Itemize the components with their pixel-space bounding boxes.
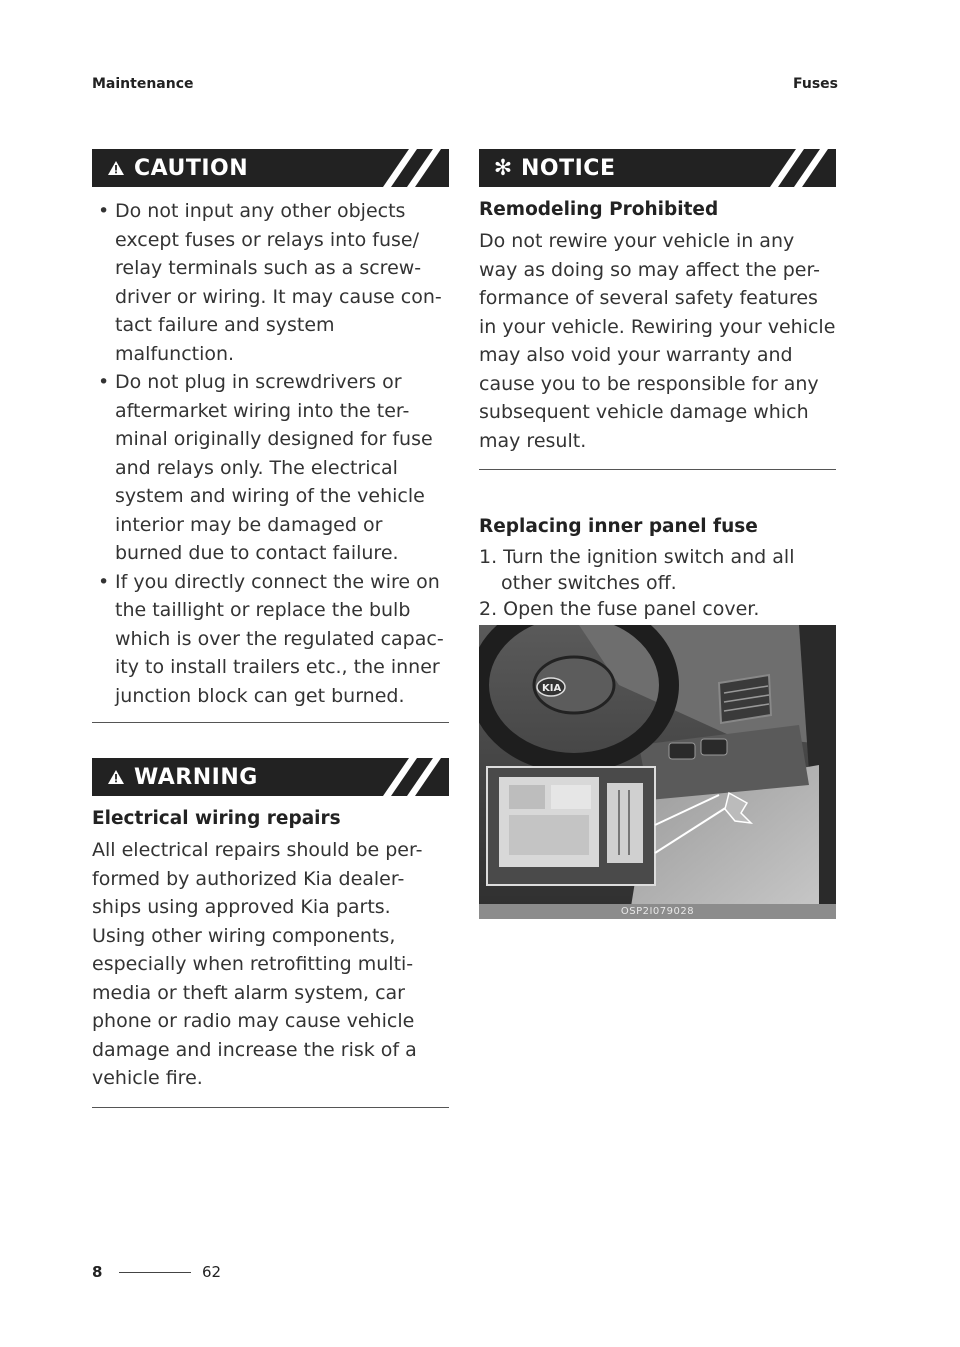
- list-item: 1. Turn the ignition switch and all other switches off.: [479, 546, 795, 594]
- warning-bar: [92, 758, 449, 796]
- fuse-panel-photo: [479, 625, 836, 919]
- caution-title: CAUTION: [134, 155, 249, 181]
- notice-bar: [479, 149, 836, 187]
- slash-decoration-icon: [369, 149, 449, 187]
- list-item: • Do not input any other objects except fuses or relays into fuse/ relay terminals such as a screw-driver or wiring. It may cause con-tact failure and system malfunction.: [98, 200, 442, 365]
- footer-divider: [119, 1272, 191, 1273]
- running-header-left: Maintenance: [92, 76, 194, 92]
- notice-text: Do not rewire your vehicle in any way as doing so may affect the per-formance of several safety features in your vehicle. Rewiring your vehicle may also void your warranty and cause you to be responsible for any subsequent vehicle damage which may result.: [479, 230, 836, 452]
- divider: [92, 1107, 449, 1108]
- warning-text: All electrical repairs should be per-formed by authorized Kia dealer-ships using approved Kia parts. Using other wiring components, especially when retrofitting multi-media or theft alarm system, car phone or radio may cause vehicle damage and increase the risk of a vehicle fire.: [92, 839, 423, 1089]
- asterisk-icon: ✻: [493, 155, 513, 181]
- divider: [92, 722, 449, 723]
- page-number: 62: [202, 1263, 222, 1281]
- list-item: • Do not plug in screwdrivers or aftermarket wiring into the ter-minal originally designed for fuse and relays only. The electrical system and wiring of the vehicle interior may be damaged or burned due to contact failure.: [98, 371, 433, 564]
- list-item: • If you directly connect the wire on the taillight or replace the bulb which is over the regulated capac-ity to install trailers etc., the inner junction block can get burned.: [98, 570, 444, 707]
- caution-list: [92, 197, 449, 710]
- steps-list: [479, 544, 836, 622]
- caution-bar: [92, 149, 449, 187]
- warning-triangle-icon: [106, 767, 126, 787]
- notice-subtitle: Remodeling Prohibited: [479, 199, 719, 220]
- warning-triangle-icon: [106, 158, 126, 178]
- slash-decoration-icon: [369, 758, 449, 796]
- section-title: Replacing inner panel fuse: [479, 516, 758, 537]
- right-column: [479, 149, 836, 622]
- photo-caption: OSP2I079028: [479, 904, 836, 919]
- chapter-number: 8: [92, 1263, 103, 1281]
- list-item: 2. Open the fuse panel cover.: [479, 598, 760, 620]
- dashboard-illustration: [479, 625, 836, 919]
- warning-title: WARNING: [134, 764, 258, 790]
- left-column: [92, 149, 449, 1108]
- running-header-right: Fuses: [793, 76, 838, 92]
- divider: [479, 469, 836, 470]
- slash-decoration-icon: [756, 149, 836, 187]
- warning-subtitle: Electrical wiring repairs: [92, 808, 341, 829]
- kia-logo: KIA: [542, 683, 562, 694]
- notice-title: NOTICE: [521, 155, 616, 181]
